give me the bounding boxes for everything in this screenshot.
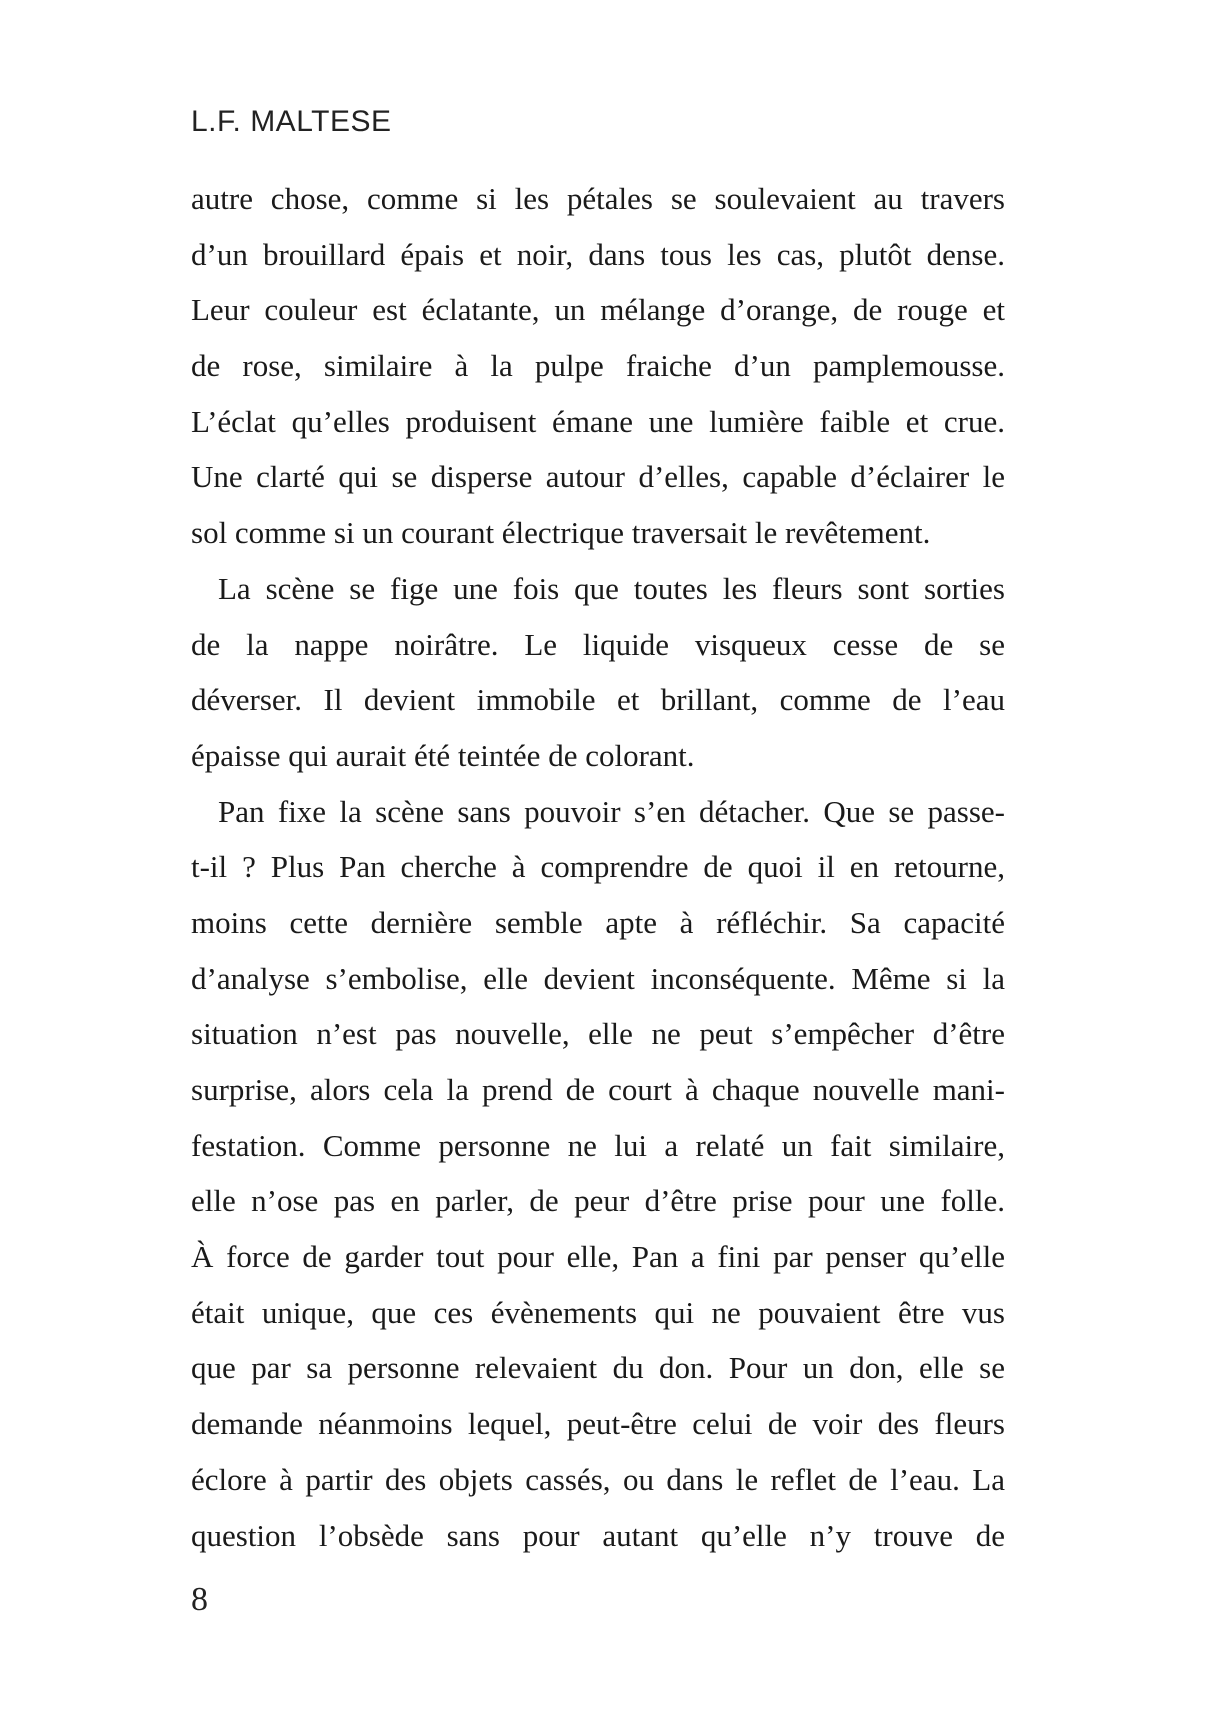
text-line: d’analyse s’embolise, elle devient inconséquente. Même si la <box>191 960 1005 996</box>
text-line: que par sa personne relevaient du don. Pour un don, elle se <box>191 1350 1005 1386</box>
text-line: demande néanmoins lequel, peut-être celui de voir des fleurs <box>191 1406 1005 1442</box>
text-line: moins cette dernière semble apte à réfléchir. Sa capacité <box>191 904 1005 940</box>
running-head-author: L.F. MALTESE <box>191 105 392 138</box>
text-line: t-il ? Plus Pan cherche à comprendre de quoi il en retourne, <box>191 849 1005 885</box>
text-line: autre chose, comme si les pétales se soulevaient au travers <box>191 181 1005 216</box>
text-line: de rose, similaire à la pulpe fraiche d’un pamplemousse. <box>191 348 1005 384</box>
text-line: festation. Comme personne ne lui a relaté un fait similaire, <box>191 1127 1005 1163</box>
text-line: Une clarté qui se disperse autour d’elles, capable d’éclairer le <box>191 459 1005 495</box>
text-line: elle n’ose pas en parler, de peur d’être prise pour une folle. <box>191 1183 1005 1219</box>
text-line: déverser. Il devient immobile et brillant, comme de l’eau <box>191 682 1005 718</box>
text-line: question l’obsède sans pour autant qu’elle n’y trouve de <box>191 1517 1005 1553</box>
text-line: était unique, que ces évènements qui ne pouvaient être vus <box>191 1294 1005 1330</box>
text-line: de la nappe noirâtre. Le liquide visqueux cesse de se <box>191 626 1005 662</box>
body-text <box>191 171 1005 1563</box>
text-line: À force de garder tout pour elle, Pan a fini par penser qu’elle <box>191 1239 1005 1275</box>
text-line: éclore à partir des objets cassés, ou dans le reflet de l’eau. La <box>191 1461 1005 1497</box>
text-line: La scène se fige une fois que toutes les fleurs sont sorties <box>218 570 1005 606</box>
text-line: surprise, alors cela la prend de court à chaque nouvelle mani- <box>191 1072 1005 1107</box>
text-line: Pan fixe la scène sans pouvoir s’en détacher. Que se passe- <box>218 793 1005 829</box>
text-line: Leur couleur est éclatante, un mélange d’orange, de rouge et <box>191 292 1005 328</box>
text-line: épaisse qui aurait été teintée de colorant. <box>191 737 695 773</box>
text-line: L’éclat qu’elles produisent émane une lumière faible et crue. <box>191 403 1005 439</box>
text-line: sol comme si un courant électrique traversait le revêtement. <box>191 515 931 551</box>
text-line: d’un brouillard épais et noir, dans tous les cas, plutôt dense. <box>191 236 1005 272</box>
text-line: situation n’est pas nouvelle, elle ne peut s’empêcher d’être <box>191 1016 1005 1052</box>
page-number: 8 <box>191 1581 208 1618</box>
